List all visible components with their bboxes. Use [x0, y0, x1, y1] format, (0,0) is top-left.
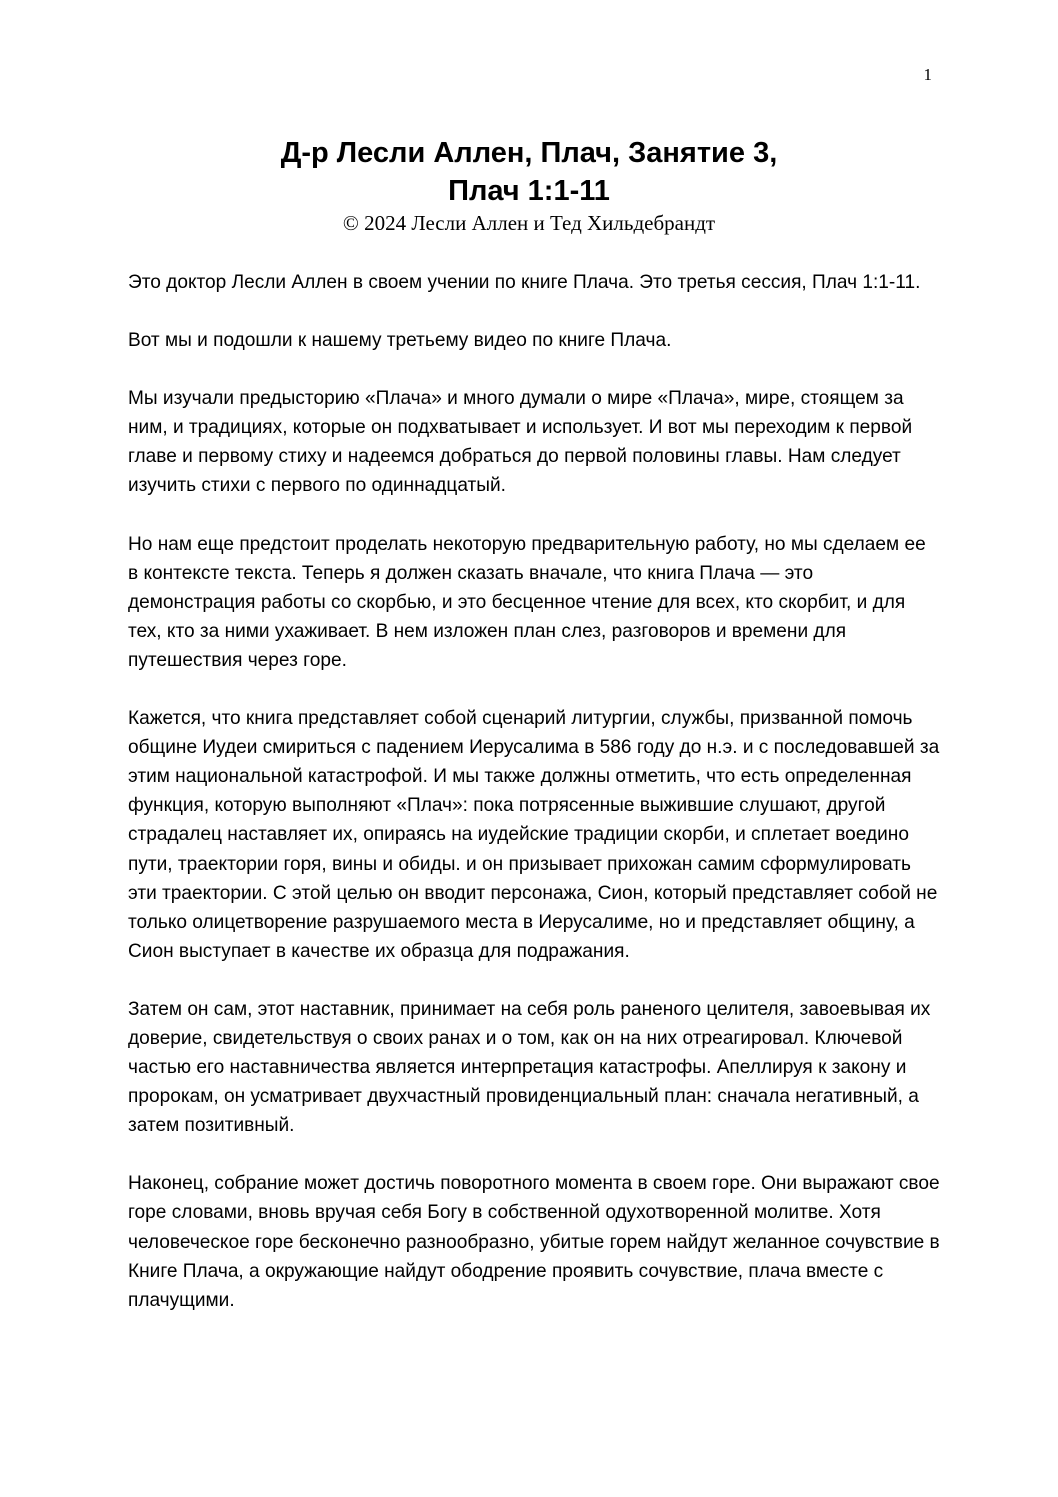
paragraph: Но нам еще предстоит проделать некоторую предварительную работу, но мы сделаем ее в контексте текста. Теперь я должен сказать вначале, что книга Плача — это демонстрация работы со скорбью, и это бесценное чтение для всех, кто скорбит, и для тех, кто за ними ухаживает. В нем изложен план слез, разговоров и времени для путешествия через горе. — [128, 533, 926, 671]
copyright-notice: © 2024 Лесли Аллен и Тед Хильдебрандт — [342, 211, 716, 235]
paragraph: Мы изучали предысторию «Плача» и много думали о мире «Плача», мире, стоящем за ним, и традициях, которые он подхватывает и использует. И вот мы переходим к первой главе и первому стиху и надеемся добраться до первой половины главы. Нам следует изучить стихи с первого по одиннадцатый. — [128, 388, 913, 497]
paragraph: Кажется, что книга представляет собой сценарий литургии, службы, призванной помочь общине Иудеи смириться с падением Иерусалима в 586 году до н.э. и с последовавшей за этим национальной катастрофой. И мы также должны отметить, что есть определенная функция, которую выполняют «Плач»: пока потрясенные выжившие слушают, другой страдалец наставляет их, опираясь на иудейские традиции скорби, и сплетает воедино пути, траектории горя, вины и обиды. и он призывает прихожан самим сформулировать эти траектории. С этой целью он вводит персонажа, Сион, который представляет собой не только олицетворение разрушаемого места в Иерусалиме, но и представляет общину, а Сион выступает в качестве их образца для подражания. — [128, 708, 940, 962]
document-title-line-1: Д-р Лесли Аллен, Плач, Занятие 3, — [280, 137, 778, 169]
paragraph: Вот мы и подошли к нашему третьему видео по книге Плача. — [128, 330, 672, 352]
document-title-line-2: Плач 1:1-11 — [448, 175, 610, 207]
document-body — [128, 268, 940, 1344]
document-header — [0, 134, 1058, 236]
paragraph: Затем он сам, этот наставник, принимает на себя роль раненого целителя, завоевывая их доверие, свидетельствуя о своих ранах и о том, как он на них отреагировал. Ключевой частью его наставничества является интерпретация катастрофы. Апеллируя к закону и пророкам, он усматривает двухчастный провиденциальный план: сначала негативный, а затем позитивный. — [128, 998, 931, 1137]
page-number: 1 — [923, 65, 932, 84]
paragraph: Наконец, собрание может достичь поворотного момента в своем горе. Они выражают свое горе словами, вновь вручая себя Богу в собственной одухотворенной молитве. Хотя человеческое горе бесконечно разнообразно, убитые горем найдут желанное сочувствие в Книге Плача, а окружающие найдут ободрение проявить сочувствие, плача вместе с плачущими. — [128, 1173, 940, 1311]
paragraph: Это доктор Лесли Аллен в своем учении по книге Плача. Это третья сессия, Плач 1:1-11. — [128, 272, 921, 293]
